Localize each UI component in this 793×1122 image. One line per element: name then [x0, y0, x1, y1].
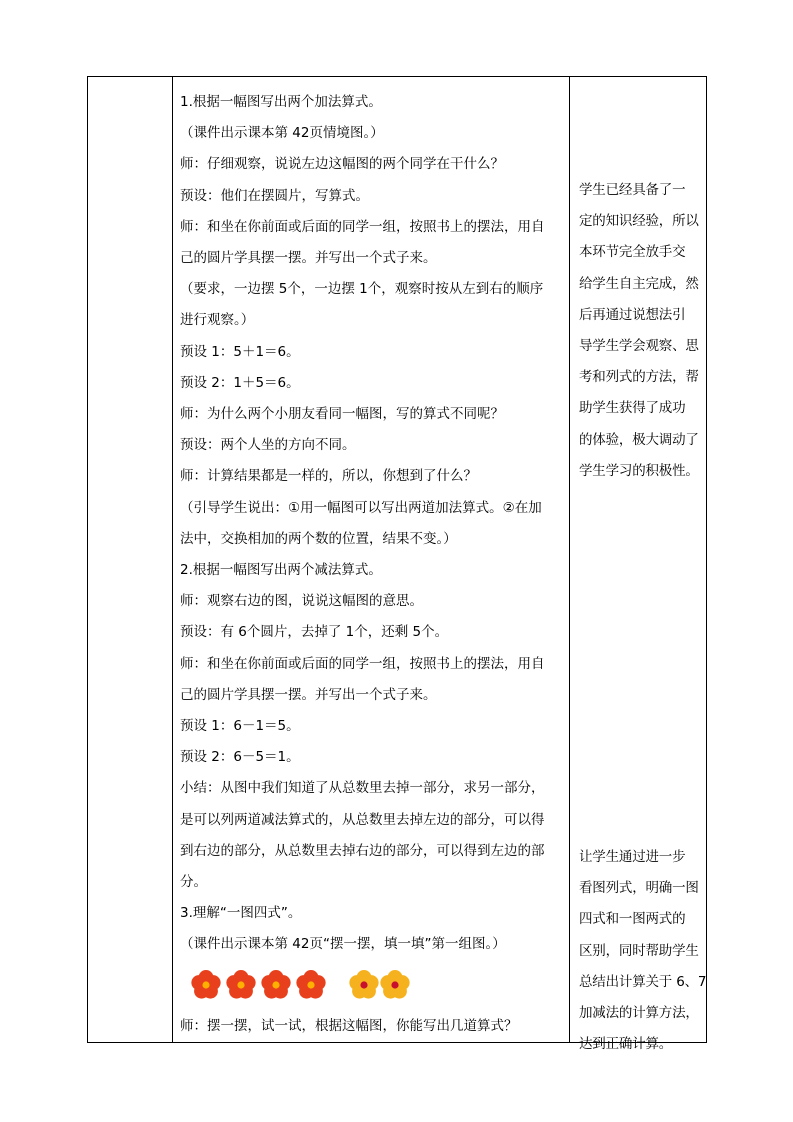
note-line: 加减法的计算方法， [579, 1005, 699, 1022]
text-line: 预设：有 6个圆片，去掉了 1个，还剩 5个。 [180, 624, 449, 641]
text-line: 预设：他们在摆圆片，写算式。 [180, 187, 369, 204]
text-line: 师：摆一摆，试一试，根据这幅图，你能写出几道算式？ [180, 1017, 518, 1034]
red-flower [261, 970, 290, 999]
text-line: 2.根据一幅图写出两个减法算式。 [180, 562, 382, 579]
text-line: 预设：两个人坐的方向不同。 [180, 437, 356, 454]
note-line: 给学生自主完成，然 [579, 275, 699, 292]
note-line: 助学生获得了成功 [579, 400, 686, 417]
text-line: （课件出示课本第 42页情境图。） [180, 125, 384, 142]
note-line: 看图列式，明确一图 [579, 880, 699, 897]
text-line: （要求，一边摆 5个，一边摆 1个，观察时按从左到右的顺序 [180, 281, 544, 298]
text-line: 预设 1：5＋1＝6。 [180, 343, 300, 360]
main-content-column [180, 87, 565, 1042]
text-line: 预设 2：1＋5＝6。 [180, 374, 300, 391]
design-intent-note-1 [579, 175, 701, 487]
note-line: 学生已经具备了一 [579, 182, 686, 198]
text-line: 师：和坐在你前面或后面的同学一组，按照书上的摆法，用自 [180, 218, 545, 235]
text-line: 小结：从图中我们知道了从总数里去掉一部分，求另一部分， [180, 780, 545, 797]
text-line: 己的圆片学具摆一摆。并写出一个式子来。 [180, 250, 437, 267]
design-intent-note-2 [579, 842, 707, 1060]
note-line: 后再通过说想法引 [579, 306, 686, 323]
text-line: 师：仔细观察，说说左边这幅图的两个同学在干什么？ [180, 156, 504, 173]
text-line: 1.根据一幅图写出两个加法算式。 [180, 94, 382, 110]
note-line: 总结出计算关于 6、7 [579, 973, 707, 990]
yellow-flower [380, 970, 409, 999]
flower-image [180, 961, 565, 1011]
text-line: 己的圆片学具摆一摆。并写出一个式子来。 [180, 686, 437, 703]
text-line: 师：和坐在你前面或后面的同学一组，按照书上的摆法，用自 [180, 655, 545, 672]
column-divider-right [569, 77, 570, 1042]
text-line: 预设 2：6－5＝1。 [180, 749, 300, 766]
text-line: 师：计算结果都是一样的，所以，你想到了什么？ [180, 468, 477, 485]
note-line: 考和列式的方法，帮 [579, 369, 699, 386]
text-line: 预设 1：6－1＝5。 [180, 718, 300, 735]
note-line: 达到正确计算。 [579, 1036, 673, 1053]
note-line: 学生学习的积极性。 [579, 462, 699, 479]
note-line: 导学生学会观察、思 [579, 338, 699, 355]
yellow-flower [349, 970, 378, 999]
text-line: （引导学生说出：①用一幅图可以写出两道加法算式。②在加 [180, 499, 542, 516]
text-line: 法中，交换相加的两个数的位置，结果不变。） [180, 530, 457, 547]
text-line: 师：观察右边的图，说说这幅图的意思。 [180, 593, 423, 610]
text-line: 到右边的部分，从总数里去掉右边的部分，可以得到左边的部 [180, 842, 545, 859]
text-line: （课件出示课本第 42页“摆一摆，填一填”第一组图。） [180, 936, 506, 953]
flower-row-graphic [190, 965, 430, 1007]
red-flower [191, 970, 220, 999]
text-line: 3.理解“一图四式”。 [180, 905, 302, 922]
lesson-table [87, 76, 707, 1053]
text-line: 是可以列两道减法算式的，从总数里去掉左边的部分，可以得 [180, 811, 545, 828]
note-line: 让学生通过进一步 [579, 849, 686, 865]
note-line: 定的知识经验，所以 [579, 213, 699, 230]
note-line: 区别，同时帮助学生 [579, 942, 699, 959]
text-line: 分。 [180, 874, 207, 891]
note-line: 四式和一图两式的 [579, 911, 686, 928]
red-flower [296, 970, 325, 999]
text-line: 师：为什么两个小朋友看同一幅图，写的算式不同呢？ [180, 406, 504, 423]
red-flower [226, 970, 255, 999]
text-line: 进行观察。） [180, 312, 255, 329]
note-line: 本环节完全放手交 [579, 244, 686, 261]
column-divider-left [172, 77, 173, 1042]
note-line: 的体验，极大调动了 [579, 431, 699, 448]
